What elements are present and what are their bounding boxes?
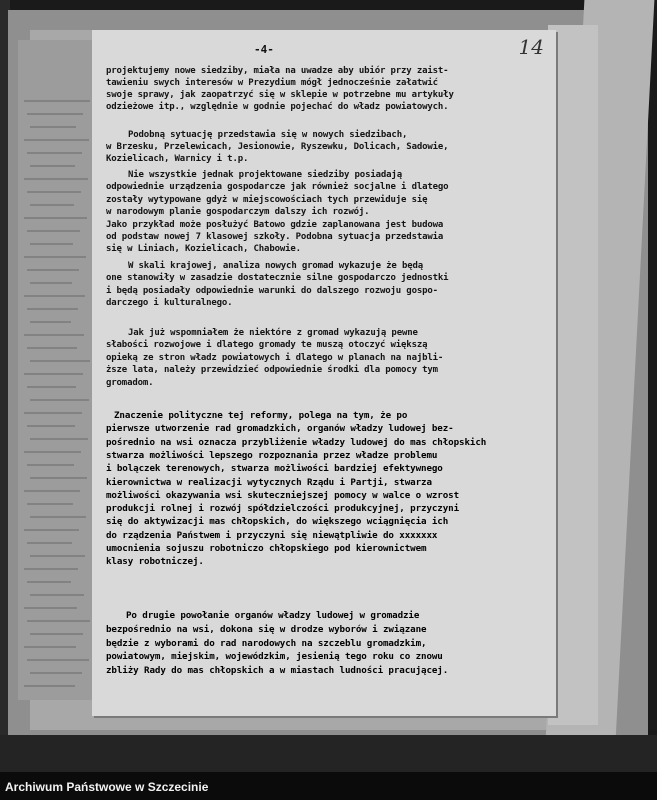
text-line: Znaczenie polityczne tej reformy, polega na tym, że po [114,410,408,421]
ghost-text-mark [24,490,80,492]
ghost-text-mark [30,243,73,245]
ghost-text-mark [24,256,86,258]
ghost-text-mark [27,308,78,310]
text-line: odzieżowe itp., względnie w godnie pojechać do władz powiatowych. [106,102,449,112]
ghost-text-mark [30,477,87,479]
text-line: one stanowiły w zasadzie dostatecznie silne gospodarczo jednostki [106,273,449,284]
text-line: stwarza możliwości lepszego rozpoznania przez władze problemu [106,449,438,461]
ghost-text-mark [27,269,79,271]
ghost-text-mark [24,412,82,414]
ghost-text-mark [30,126,76,128]
footer-bar [0,772,657,800]
ghost-text-mark [27,620,90,622]
text-line: w Brzesku, Przelewicach, Jesionowie, Ryszewku, Dolicach, Sadowie, [106,142,449,152]
ghost-text-mark [30,672,82,674]
text-line: tawieniu swych interesów w Prezydium mógł jednocześnie załatwić [106,78,438,88]
text-line: możliwości okazywania wsi skuteczniejszej pomocy w walce o wzrost [106,489,460,501]
ghost-text-mark [30,438,88,440]
ghost-text-mark [27,230,80,232]
text-line: pierwsze utworzenie rad gromadzkich, organów władzy ludowej bez- [106,423,454,435]
text-line: pośrednio na wsi oznacza przybliżenie władzy ludowej do mas chłopskich [106,436,487,448]
text-line: w narodowym planie gospodarczym dalszy ich rozwój. [106,207,370,218]
text-line: Kozielicach, Warnicy i t.p. [106,154,249,164]
scan-shadow [0,735,657,772]
ghost-text-mark [30,360,90,362]
ghost-text-mark [27,152,82,154]
text-line: kierownictwa w realizacji wytycznych Rządu i Partji, stwarza [106,476,432,488]
text-line: od podstaw nowej 7 klasowej szkoły. Podobna sytuacja przedstawia [106,232,444,242]
ghost-text-mark [24,334,84,336]
text-line: darczego i kulturalnego. [106,298,233,309]
ghost-text-mark [24,529,79,531]
ghost-text-mark [30,594,84,596]
text-line: bezpośrednio na wsi, dokona się w drodze wyborów i związane [106,623,427,635]
ghost-text-mark [24,607,77,609]
text-line: odpowiednie urządzenia gospodarcze jak również socjalne i dlatego [106,182,449,193]
ghost-text-mark [24,178,88,180]
ghost-text-mark [27,542,72,544]
text-line: się w Liniach, Kozielicach, Chabowie. [106,244,301,255]
text-line: się do aktywizacji mas chłopskich, do większego wciągnięcia ich [106,516,449,528]
text-line: Po drugie powołanie organów władzy ludowej w gromadzie [126,610,420,621]
ghost-text-mark [24,685,75,687]
text-line: Nie wszystkie jednak projektowane siedziby posiadają [128,170,402,180]
ghost-text-mark [24,139,89,141]
text-line: W skali krajowej, analiza nowych gromad wykazuje że będą [128,261,424,271]
ghost-text-mark [27,659,89,661]
ghost-text-mark [27,464,74,466]
underlying-page-text-bleed [18,40,96,700]
text-line: gromadom. [106,377,154,388]
ghost-text-mark [27,425,75,427]
text-line: Jako przykład może posłużyć Batowo gdzie zaplanowana jest budowa [106,219,444,230]
text-line: i będą posiadały odpowiednie warunki do dalszego rozwoju gospo- [106,285,438,296]
ghost-text-mark [24,100,90,102]
ghost-text-mark [27,191,81,193]
ghost-text-mark [27,347,77,349]
ghost-text-mark [24,451,81,453]
ghost-text-mark [30,204,74,206]
text-line: umocnienia sojuszu robotniczo chłopskiego pod kierownictwem [106,543,427,554]
text-line: będzie z wyborami do rad narodowych na szczeblu gromadzkim, [106,637,427,649]
text-line: ższe lata, należy przewidzieć odpowiednie środki dla pomocy tym [106,365,438,376]
text-line: zostały wytypowane gdyż w miejscowościach tych przewiduje się [106,194,428,205]
ghost-text-mark [30,399,89,401]
ghost-text-mark [24,646,76,648]
text-line: słabości rozwojowe i dlatego gromady te muszą otoczyć większą [106,340,428,351]
ghost-text-mark [30,555,85,557]
ghost-text-mark [30,165,75,167]
text-line: produkcji rolnej i rozwój spółdzielczości produkcyjnej, przyczyni [106,503,460,515]
ghost-text-mark [27,113,83,115]
ghost-text-mark [27,581,71,583]
text-line: projektujemy nowe siedziby, miała na uwadze aby ubiór przy zaist- [106,66,449,76]
page-number: -4- [254,43,274,56]
ghost-text-mark [24,217,87,219]
ghost-text-mark [30,282,72,284]
text-line: zbliży Rady do mas chłopskich a w miastach ludności pracującej. [106,665,449,677]
text-line: opieką ze stron władz powiatowych i dlatego w planach na najbli- [106,352,444,363]
folio-number: 14 [518,35,544,59]
ghost-text-mark [24,373,83,375]
text-line: powiatowym, miejskim, wojewódzkim, jesienią tego roku co znowu [106,651,443,663]
text-line: Jak już wspomniałem że niektóre z gromad wykazują pewne [128,328,418,338]
text-line: Podobną sytuację przedstawia się w nowych siedzibach, [128,130,408,140]
archive-label: Archiwum Państwowe w Szczecinie [5,780,209,794]
text-line: i bolączek terenowych, stwarza możliwości bardziej efektywnego [106,463,443,475]
ghost-text-mark [30,516,86,518]
ghost-text-mark [27,503,73,505]
text-line: swoje sprawy, jak zaopatrzyć się w sklepie w potrzebne mu artykuły [106,90,454,100]
ghost-text-mark [27,386,76,388]
text-line: klasy robotniczej. [106,556,204,568]
ghost-text-mark [24,568,78,570]
ghost-text-mark [24,295,85,297]
document-page [92,30,556,716]
ghost-text-mark [30,321,71,323]
ghost-text-mark [30,633,83,635]
text-line: do rządzenia Państwem i przyczyni się niewątpliwie do xxxxxxx [106,529,438,541]
